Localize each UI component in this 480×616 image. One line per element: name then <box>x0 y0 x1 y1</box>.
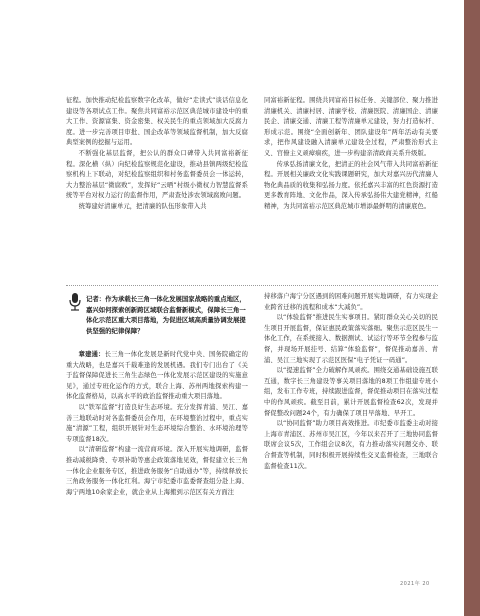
paragraph: 不断强化基层监督，把公认的群众口碑带入共同富裕新征程。深化横（纵）向纪检监察规范化建设，推动县镇两级纪检监察机构上下联动，对纪检监察组织和村务监督委员会一体运转，大力整治基层“微腐败”，发挥好“云晒”村级小微权力智慧监督系统等平台对权力运行的监督作用，严肃查处涉农领域腐败问题。 <box>66 149 248 200</box>
bottom-left-column <box>66 350 248 568</box>
answer-lead: 章建通： <box>78 351 105 358</box>
question-body: 作为承载长三角一体化发展国家战略的重点地区，嘉兴如何探索创新跨区域联合监督新模式，保障长三角一体化示范区重大项目落地，为促进区域高质量协调发展提供坚强的纪律保障？ <box>86 295 246 335</box>
page-folio: 2021年 20 <box>400 581 430 587</box>
answer-paragraph: 以“体验监督”推进民生实事项目。紧盯群众关心关切的民生项目开展监督，保证惠民政策落实落细。聚焦示范区民生一体化工作，在系统接入、数据测试、试运行等环节全程参与监督，并现场开展挂号、结算“体验监督”，督促推动嘉善、青浦、吴江三地实现了示范区医保“电子凭证一码通”。 <box>264 314 438 364</box>
answer-paragraph: 持移落户海宁分区遇到的困难问题开展实地调研，有力实现企业跨省迁移的流程和成本“大减负”。 <box>264 293 438 311</box>
answer-paragraph: 以“清研监督”构建一流营商环境。深入开展实地调研，监督推动减税降费、专项补助等惠企政策落地见效，督促建立长三角一体化企业服务专区，推进政务服务“自助通办”等，持续释放长三角政务服务一体化红利。海宁市纪委市监委督查组分赴上海、海宁两地10余家企业，就企业从上海搬到示范区有关方面注 <box>66 446 248 496</box>
page-edge-border <box>464 0 480 616</box>
interview-question <box>66 292 248 352</box>
paragraph: 统筹建好清廉单元，把清廉的队伍形象带入共 <box>78 202 207 210</box>
top-right-column <box>264 96 438 272</box>
microphone-icon <box>66 292 88 312</box>
paragraph: 征程。加快推动纪检监察数字化改革，做好“走读式”谈话信息化建设等各项试点工作。聚焦共同富裕示范区典范城市建设中的重大工作、资源富集、资金密集、权关民生的重点领域加大反腐力度。进一步完善项目审批、国企改革等领域监督机制，加大反腐典型案例的挖掘与运用。 <box>66 97 248 147</box>
section-divider <box>66 285 438 286</box>
answer-paragraph: 章建通：长三角一体化发展是新时代党中央、国务院确定的重大战略，也是嘉兴千载难逢的发展机遇。我们专门出台了《关于监督保障促进长三角生态绿色一体化发展示范区建设的实施意见》，通过专班化运作的方式，联合上海、苏州两地探索构建一体化监督格局，以高水平的政治监督推动重大项目落地。 <box>66 351 248 401</box>
question-text <box>86 294 248 336</box>
top-left-column <box>66 96 248 272</box>
answer-paragraph: 以“协同监督”助力项目高效推进。市纪委市监委主动对接上海市青浦区、苏州市吴江区，今年以来召开了三地协同监督联席会议5次，工作组会议8次，有力推动落实问题交办、联合督查等机制，同时积极开展持续性交叉监督检查，三地联合监督检查11次。 <box>264 420 438 470</box>
bottom-right-column <box>264 292 438 568</box>
paragraph: 同富裕新征程。围绕共同富裕目标任务、关键部位、聚力推进清廉机关、清廉村居、清廉学校、清廉医院、清廉国企、清廉民企、清廉交通、清廉工程等清廉单元建设，努力打造标杆、形成示范。围绕“全面创新年、团队建设年”两年活动有关要求，把作风建设融入清廉单元建设全过程，严肃整治形式主义、官僚主义顽瘴痼疾，进一步构建亲清政商关系升级版。 <box>264 97 438 157</box>
paragraph: 传承弘扬清廉文化，把清正的社会风气带入共同富裕新征程。开展相关廉政文化实践课题研究，加大对嘉兴历代清廉人物化典品质的收集和弘扬力度。依托嘉兴丰富的红色资源打造更多教育阵地、文化作品，深入传承弘扬伟大建党精神，红船精神，为共同富裕示范区典范城市增添最鲜明的清廉底色。 <box>264 160 438 210</box>
answer-paragraph: 以“铁军监督”打造良好生态环境。充分发挥青浦、吴江、嘉善三地联动时对各监督委员会作用，在环境整治过程中，重点实施“清源”工程，组织开展针对生态环境综合整治、水环境治理等专项监督18次。 <box>66 403 248 443</box>
question-lead: 记者： <box>86 295 106 303</box>
answer-paragraph: 以“提速监督”全力破解作风顽疾。围绕交通基础设施互联互通，数字长三角建设等事关项目落地的8项工作组建专班小组，发布工作专班，持续跟进监督，督促推动项目在落实过程中的作风顽疾。截至目前，累计开展监督检查62次，发现并督促整改问题24个，有力确保了项目早落地、早开工。 <box>264 367 438 417</box>
